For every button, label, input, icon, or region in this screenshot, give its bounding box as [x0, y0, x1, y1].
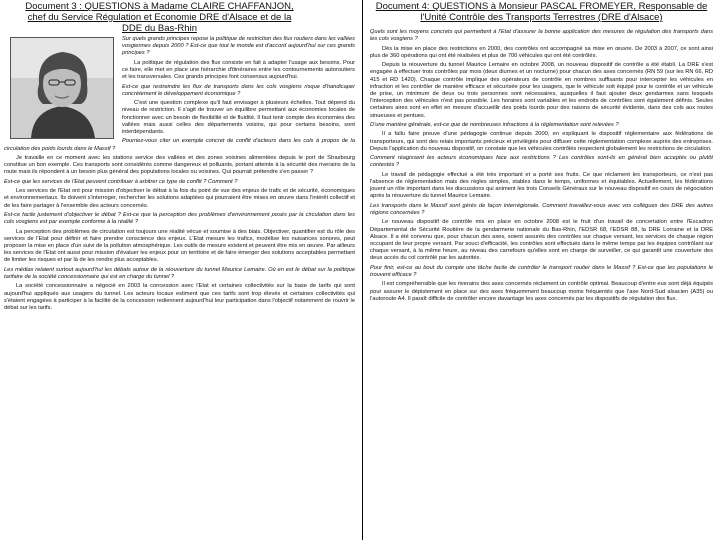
answer-paragraph: Il est compréhensible que les riverains des axes concernés réclament un contrôle optimal. Beaucoup d'entre eux sont déjà équipés pour assurer le dépistement en place sur des axes fréquemment beaucoup moins fréquentés que l'axe Nord-Sud alsacien (A35) ou l'autoroute A4. Il paraît difficile de contrôler encore davantage les axes concernés par les dispositifs de régulation des flux.: [370, 281, 713, 302]
question-paragraph: Les médias relaient surtout aujourd'hui les débats autour de la réouverture du tunnel Maurice Lemaire. Où en est le débat sur la politique tarifaire de la société concessionnaire qui est en charge du tunnel ?: [4, 266, 355, 280]
answer-paragraph: La société concessionnaire a négocié en 2003 la concession avec l'Etat et certaines collectivités sur la base de tarifs qui sont aujourd'hui appliqués aux usagers du tunnel. Les acteurs locaux estiment que ces tarifs sont trop élevés et certaines collectivités qui s'étaient engagées à participer à la facilité de la concession rediennent aujourd'hui leur participation dans l'objectif notamment de rouvrir le débat sur les tarifs.: [4, 283, 355, 311]
answer-paragraph: Les services de l'Etat ont pour mission d'objectiver le débat à la fois du point de vue des enjeux de trafic et de sécurité, économiques et environnementaux. Ils doivent s'interroger, rechercher les solutions adaptées qui pourraient être mises en œuvre dans l'intérêt collectif et de les faire partager à l'ensemble des acteurs concernés.: [4, 188, 355, 209]
question-paragraph: D'une manière générale, est-ce que de nombreuses infractions à la réglementation sont relevées ?: [370, 122, 619, 128]
document-3-title: Document 3 : QUESTIONS à Madame CLAIRE CHAFFANJON, chef du Service Régulation et Economie DRE d'Alsace et de la DDE du Bas-Rhin: [25, 1, 294, 34]
question-paragraph: Est-ce facile justement d'objectiver le débat ? Est-ce que la perception des problèmes d'environnement posés par la circulation dans les cols vosgiens est par exemple conforme à la réalité ?: [4, 211, 355, 226]
document-4-column: [370, 0, 713, 540]
answer-paragraph: Dès la mise en place des restrictions en 2000, des contrôles ont accompagné sa mise en œuvre. De 2003 à 2007, ce sont ainsi plus de 360 opérations qui ont été réalisées et plus de 700 véhicules qui ont été contrôlés.: [370, 45, 713, 59]
interviewee-photo: [10, 37, 114, 139]
answer-paragraph: C'est une question complexe qu'il faut envisager à plusieurs échelles. Tout dépend du niveau de restriction. Il s'agit de trouver un équilibre permettant aux économies locales de fonctionner avec un besoin de flexibilité et de fluidité. Il faut tenir compte des économies des vallées mais aussi celles des départements voisins, qui pour certains besoins, sont interdépendants.: [122, 100, 355, 135]
question-paragraph: Est-ce que les services de l'Etat peuvent contribuer à arbitrer ce type de conflit ? Comment ?: [4, 178, 238, 185]
column-divider: [362, 0, 363, 540]
document-3-column: [4, 0, 355, 540]
answer-paragraph: La perception des problèmes de circulation est toujours une réalité vécue et soumise à des biais. Objectiver, quantifier est du rôle des services de l'Etat pour définir et faire prendre conscience des enjeux. L'Etat mesure les trafics, modélise les nuisances sonores, peut proposer la mise en place d'un suivi de la pollution atmosphérique. Les outils de mesure existent et peuvent être mis en œuvre. Par ailleurs les services de l'Etat ont aussi pour mission d'évaluer les enjeux pour un territoire et de faire émerger des solutions acceptables permettant de limiter les risques et par là de les rendre plus acceptables.: [4, 228, 355, 264]
question-paragraph: Pourriez-vous citer un exemple concret de conflit d'acteurs dans les cols à propos de la circulation des poids lourds dans le Massif ?: [4, 138, 355, 152]
answer-paragraph: La politique de régulation des flux consiste en fait à adapter l'usage aux besoins. Pour ce faire, elle met en place une hiérarchie d'itinéraires entre les contournements autoroutiers et les transversales. Ces grands principes font consensus aujourd'hui.: [122, 59, 355, 81]
question-paragraph: Les transports dans le Massif sont gérés de façon interrégionale. Comment travaillez-vous avec vos collègues des DRE des autres régions concernées ?: [370, 202, 713, 216]
question-paragraph: Est-ce que restreindre les flux de transports dans les cols vosgiens risque d'handicaper concrètement le développement économique ?: [122, 83, 355, 97]
question-paragraph: Pour finir, est-ce au bout du compte une tâche facile de contrôler le transport routier dans le Massif ? Est-ce que les populations le trouvent efficace ?: [370, 264, 713, 278]
answer-paragraph: Depuis la réouverture du tunnel Maurice Lemaire en octobre 2008, un nouveau dispositif de contrôle a été établi. La DRE s'est engagée à effectuer trois contrôles par mois (deux diurnes et un nocturne) pour chacun des axes concernés (RN 59 (sur les RN 66, RD 415 et RD 1420). Chaque contrôle implique des opérateurs de contrôle en nombres suffisants pour intercepter les véhicules en infraction et les contrôler de manière efficace et sécurisée pour les usagers, que le véhicule soit équipé pour le contrôle et un véhicule de prise, un minimum de deux ou trois personnes sont nécessaires, auxquelles il faut ajouter deux gendarmes sans lesquels l'interception des véhicules n'est pas possible. Les horaires sont variables et les endroits de contrôles sont également définis. Seules certaines aires sont en effet en mesure d'accueillir des poids lourds pour des raisons de sécurité évidente, dans des cols aux routes sinueuses et pentues.: [370, 62, 713, 119]
answer-paragraph: Le travail de pédagogie effectué a été très important et a porté ses fruits. Ce que réclament les transporteurs, ce n'est pas l'absence de réglementation mais des règles simples, stables dans le temps, uniformes et équitables. Actuellement, les fédérations jouent un rôle important dans les discussions qui animent les trois Conseils Généraux sur le nouveau dispositif en cours de négociation après la réouverture du tunnel Maurice Lemaire.: [370, 171, 713, 200]
answer-paragraph: Il a fallu faire preuve d'une pédagogie continue depuis 2000, en expliquant le dispositif réglementaire aux fédérations de transporteurs, qui sont des relais importants précieux et privilégiés pour diffuser cette réglementation complexe auprès des entreprises. Depuis l'application du nouveau dispositif, on constate que les véhicules contrôlés respectent globalement les restrictions de circulation.: [370, 131, 713, 152]
question-paragraph: Comment réagissent les acteurs économiques face aux restrictions ? Les contrôles sont-ils en général bien acceptés ou plutôt contestés ?: [370, 155, 713, 169]
question-paragraph: Sur quels grands principes repose la politique de restriction des flux routiers dans les vallées vosgiennes depuis 2000 ? Est-ce que tout le monde est d'accord aujourd'hui sur ces grands principes ?: [122, 36, 355, 57]
question-paragraph: Quels sont les moyens concrets qui permettent à l'Etat d'assurer la bonne application des mesures de régulation des transports dans les cols vosgiens ?: [370, 29, 713, 43]
portrait-image: [11, 38, 113, 138]
answer-paragraph: Le nouveau dispositif de contrôle mis en place en octobre 2008 est le fruit d'un travail de concertation entre l'Escadron Départemental de Sécurité Routière de la gendarmerie nationale du Bas-Rhin, l'EDSR 68, l'EDSR 88, la DRE Lorraine et la DRE Alsace. Il a été convenu que, pour chacun des axes, soient assurés des contrôles sur chaque versant, les services de chaque région occupant de leur propre versant. Par souci d'efficacité, les contrôles sont effectués dans le même temps par les équipes contrôlant sur chaque versant, à la même heure, au niveau des carrefours qu'elles sont en charge de surveiller, ce qui garantit une couverture des deux accès du col contrôlé par les autorités.: [370, 219, 713, 262]
document-4-body: [370, 29, 713, 303]
answer-paragraph: Je travaille en ce moment avec les stations service des vallées et des zones voisines alimentées depuis le port de Strasbourg constitue un bon exemple. Ces transports sont considérés comme dangereux et polluants, portant atteinte à la sécurité des riverains de la route mais ils répondent à un besoin plus général des populations locales ou voisines. Qui pourrait prétendre s'en passer ?: [4, 154, 355, 176]
document-4-title: Document 4: QUESTIONS à Monsieur PASCAL FROMEYER, Responsable de l'Unité Contrôle des Transports Terrestres (DRE d'Alsace): [375, 1, 708, 23]
